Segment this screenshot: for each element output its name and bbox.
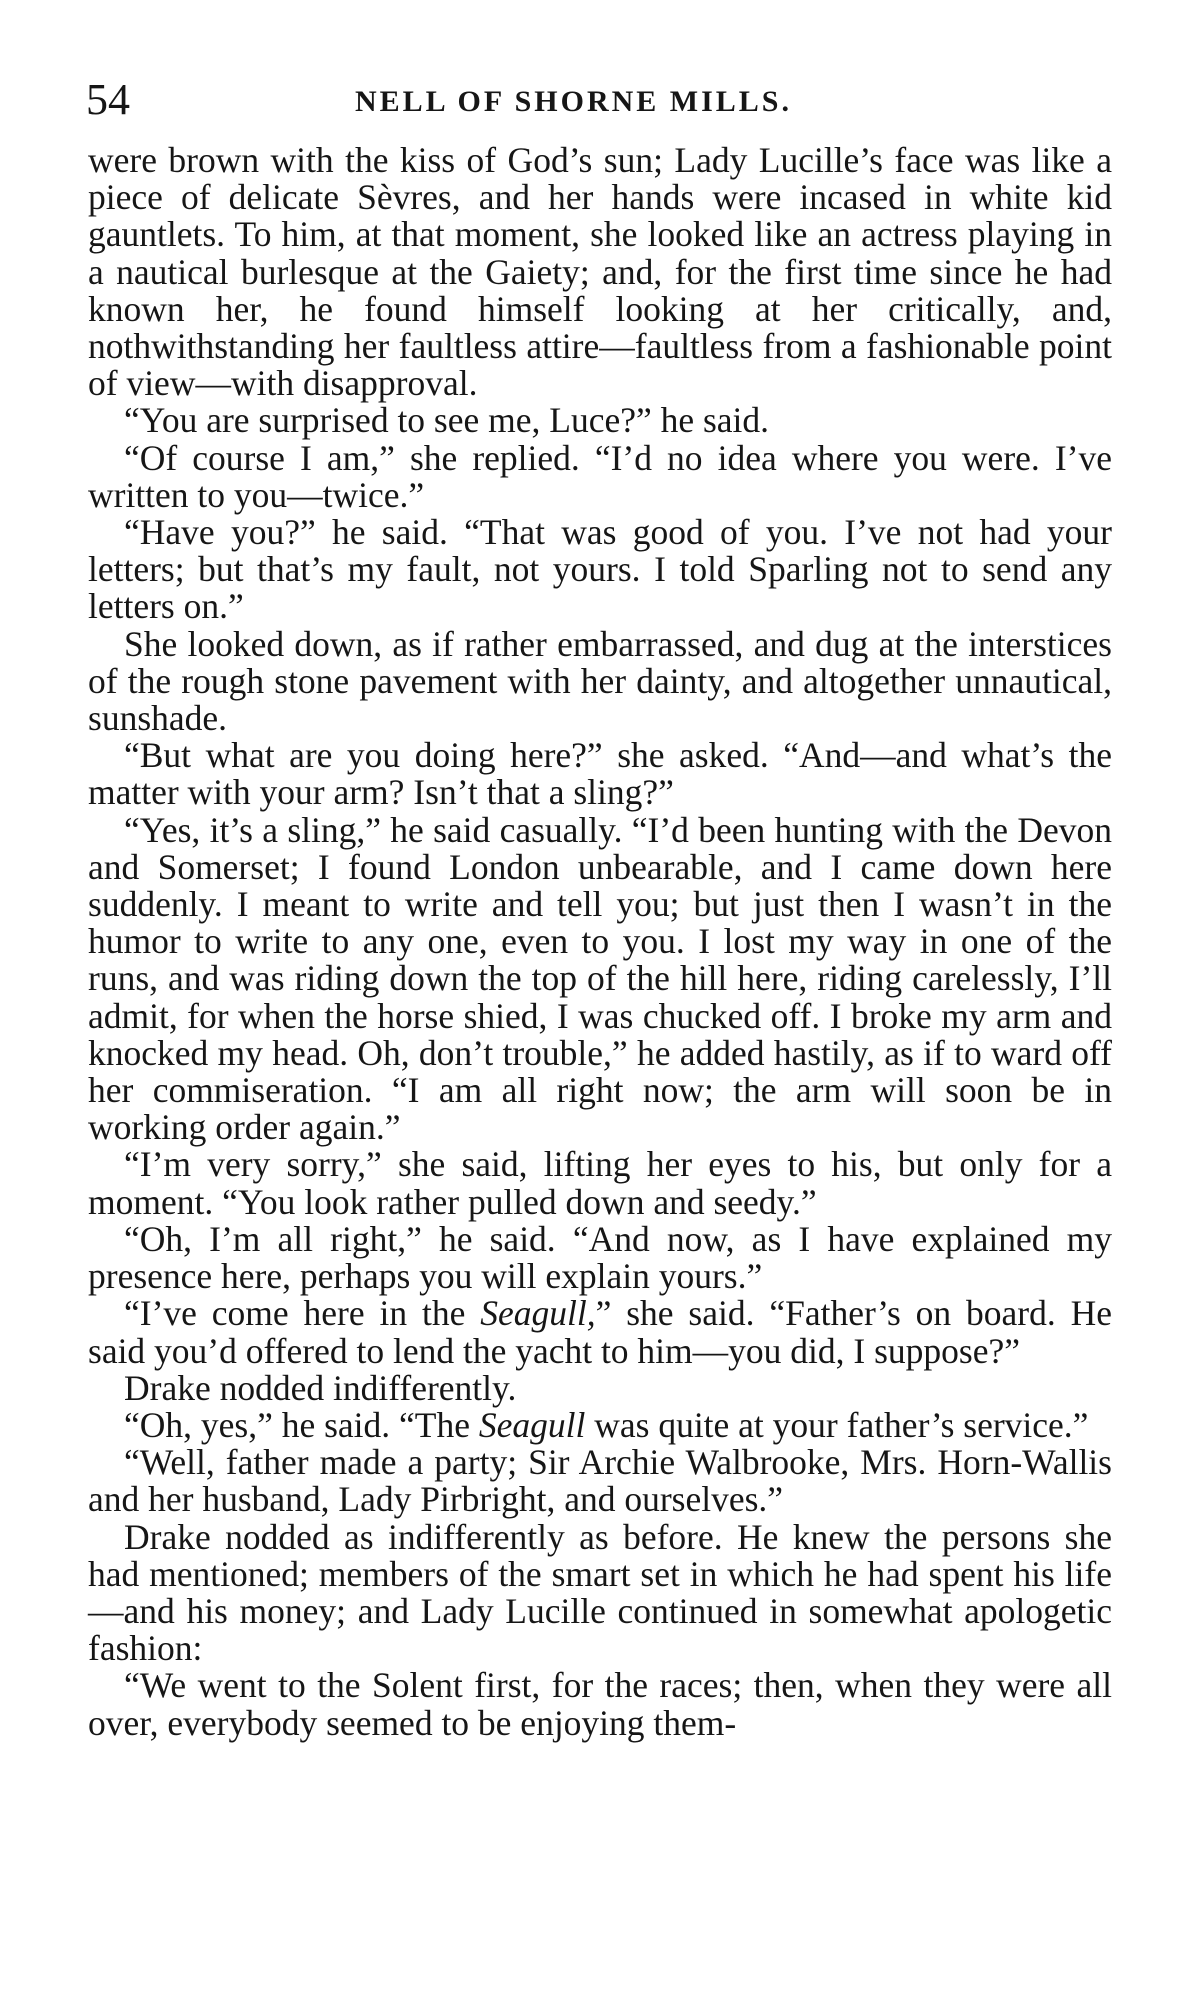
page-number: 54 [86,75,130,124]
paragraph [88,1218,1112,1297]
paragraph [88,1295,1112,1369]
paragraph [88,142,1112,402]
paragraph [88,514,1112,626]
running-head: NELL OF SHORNE MILLS. [355,85,792,118]
paragraph [88,1444,1112,1518]
paragraph [88,809,1112,1148]
body-text [88,142,1112,1742]
paragraph-text: “Have you?” he said. “That was good of you. I’ve not had your letters; but that’s my fault, not yours. I told Sparling not to send any letters on.” [88,512,1112,627]
paragraph-text: were brown with the kiss of God’s sun; Lady Lucille’s face was like a piece of delicate Sèvres, and her hands were incased in white kid gauntlets. To him, at that moment, she looked like an actress playing in a nautical burlesque at the Gaiety; and, for the first time since he had known her, he found himself looking at her critically, and, nothwithstanding her faultless attire—faultless from a fashionable point of view—with disapproval. [88,140,1112,404]
paragraph-text: “Oh, yes,” he said. “The [124,1404,479,1445]
paragraph-text: She looked down, as if rather embarrassed, and dug at the interstices of the rough stone pavement with her dainty, and altogether unnautical, sunshade. [88,623,1112,739]
paragraph-text: “I’ve come here in the [124,1293,481,1334]
paragraph-text: “I’m very sorry,” she said, lifting her eyes to his, but only for a moment. “You look rather pulled down and seedy.” [88,1144,1112,1222]
paragraph-text: Drake nodded indifferently. [124,1367,517,1408]
paragraph [88,437,1112,515]
paragraph-text: “Of course I am,” she replied. “I’d no idea where you were. I’ve written to you—twice.” [88,437,1112,515]
paragraph [88,1146,1112,1220]
paragraph-text: “But what are you doing here?” she asked. “And—and what’s the matter with your arm? Isn’t that a sling?” [88,735,1112,813]
paragraph-text: was quite at your father’s service.” [585,1404,1089,1445]
paragraph-text: “Yes, it’s a sling,” he said casually. “I’d been hunting with the Devon and Somerset; I found London unbearable, and I came down here suddenly. I meant to write and tell you; but just then I wasn’t in the humor to write to any one, even to you. I lost my way in one of the runs, and was riding down the top of the hill here, riding carelessly, I’ll admit, for when the horse shied, I was chucked off. I broke my arm and knocked my head. Oh, don’t trouble,” he added hastily, as if to ward off her commiseration. “I am all right now; the arm will soon be in working order again.” [88,809,1112,1148]
paragraph [88,1404,1112,1445]
paragraph [88,1516,1112,1669]
paragraph [88,1367,1112,1408]
paragraph [88,623,1112,739]
page-header [0,70,1198,130]
paragraph-text: Drake nodded as indifferently as before. He knew the persons she had mentioned; members of the smart set in which he had spent his life—and his money; and Lady Lucille continued in somewhat apologetic fashion: [88,1516,1112,1669]
paragraph-text: ” she said. “Father’s on board. He said you’d offered to lend the yacht to him—you did, I suppose?” [88,1293,1112,1371]
italic-text: Seagull, [480,1293,596,1334]
paragraph-text: “You are surprised to see me, Luce?” he said. [124,400,770,441]
italic-text: Seagull [478,1404,586,1445]
paragraph [88,402,1112,439]
paragraph-text: “Well, father made a party; Sir Archie Walbrooke, Mrs. Horn-Wallis and her husband, Lady Pirbright, and ourselves.” [88,1442,1112,1520]
paragraph [88,737,1112,811]
paragraph [88,1667,1112,1741]
paragraph-text: “Oh, I’m all right,” he said. “And now, as I have explained my presence here, perhaps you will explain yours.” [88,1218,1112,1297]
paragraph-text: “We went to the Solent first, for the races; then, when they were all over, everybody seemed to be enjoying them- [88,1665,1112,1743]
